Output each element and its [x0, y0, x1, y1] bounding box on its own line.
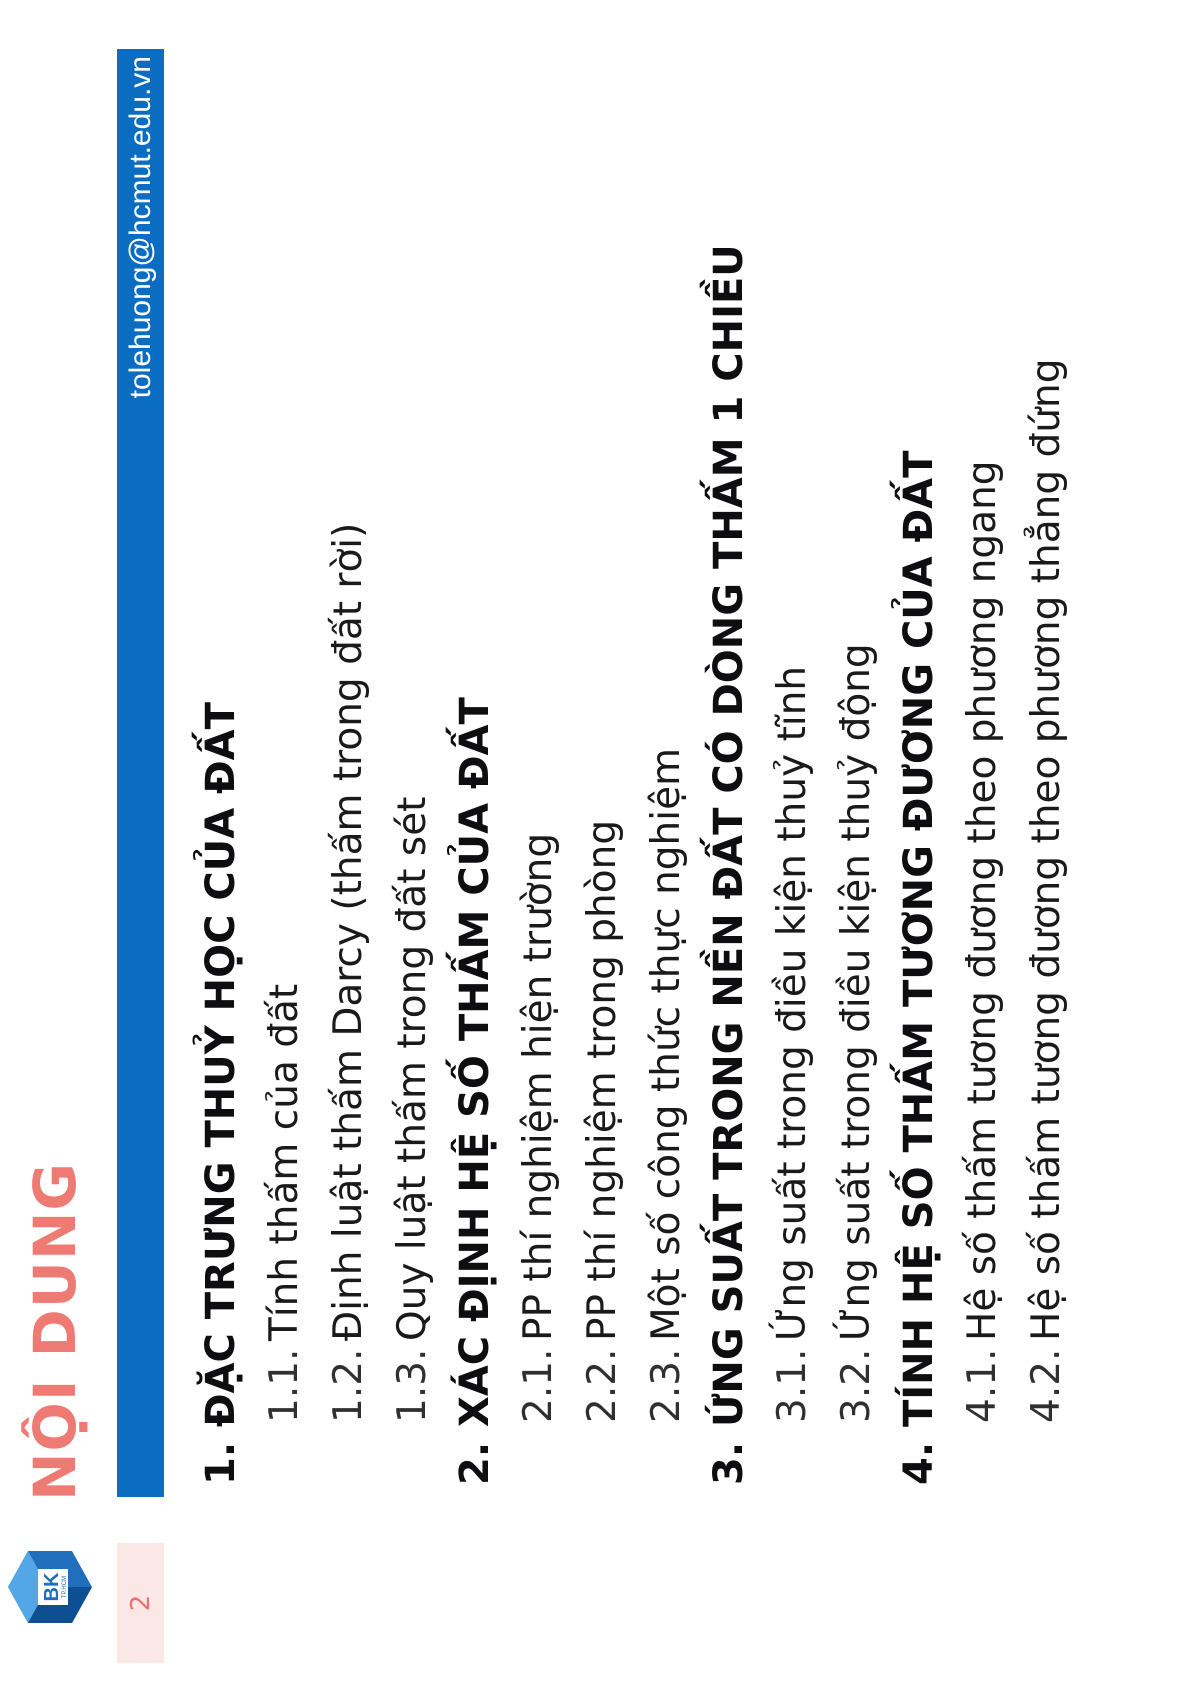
subsection-2-1 — [506, 45, 570, 1485]
subsection-number: 4.2. — [1023, 1348, 1069, 1423]
subsection-number: 2.3. — [643, 1348, 689, 1423]
subsection-title: Tính thấm của đất — [261, 983, 307, 1341]
author-email: tolehuong@hcmut.edu.vn — [124, 56, 157, 399]
subsection-number: 3.2. — [833, 1348, 879, 1423]
subsection-2-2 — [570, 45, 634, 1485]
subsection-title: Một số công thức thực nghiệm — [643, 747, 689, 1341]
section-1 — [190, 45, 252, 1485]
subsection-number: 2.2. — [579, 1348, 625, 1423]
section-number: 1. — [198, 1441, 244, 1485]
slide-title: NỘI DUNG — [21, 1161, 89, 1501]
section-2 — [444, 45, 506, 1485]
subsection-4-2 — [1014, 45, 1078, 1485]
subsection-2-3 — [634, 45, 698, 1485]
section-3 — [698, 45, 760, 1485]
subsection-title: Ứng suất trong điều kiện thuỷ tĩnh — [769, 665, 815, 1341]
subsection-1-2 — [316, 45, 380, 1485]
bk-logo — [0, 1537, 100, 1637]
subsection-title: Ứng suất trong điều kiện thuỷ động — [833, 643, 879, 1341]
section-title: TÍNH HỆ SỐ THẤM TƯƠNG ĐƯƠNG CỦA ĐẤT — [896, 450, 942, 1427]
subsection-title: Quy luật thấm trong đất sét — [389, 796, 435, 1341]
section-number: 3. — [706, 1441, 752, 1485]
subsection-4-1 — [950, 45, 1014, 1485]
subsection-title: Hệ số thấm tương đương theo phương ngang — [959, 460, 1005, 1341]
subsection-number: 1.2. — [325, 1348, 371, 1423]
subsection-title: Hệ số thấm tương đương theo phương thẳng đứng — [1023, 358, 1069, 1341]
subsection-number: 1.1. — [261, 1348, 307, 1423]
subsection-1-3 — [380, 45, 444, 1485]
page-number: 2 — [126, 1594, 156, 1612]
subsection-number: 4.1. — [959, 1348, 1005, 1423]
logo-text: BK — [41, 1572, 63, 1602]
subsection-title: PP thí nghiệm hiện trường — [515, 832, 561, 1341]
section-title: ĐẶC TRƯNG THUỶ HỌC CỦA ĐẤT — [198, 702, 244, 1427]
subsection-number: 1.3. — [389, 1348, 435, 1423]
logo-subtext: TP.HCM — [62, 1575, 68, 1599]
subsection-title: PP thí nghiệm trong phòng — [579, 819, 625, 1341]
subsection-1-1 — [252, 45, 316, 1485]
subsection-title: Định luật thấm Darcy (thấm trong đất rời) — [325, 522, 371, 1341]
subsection-number: 3.1. — [769, 1348, 815, 1423]
subsection-3-1 — [760, 45, 824, 1485]
section-title: XÁC ĐỊNH HỆ SỐ THẤM CỦA ĐẤT — [452, 697, 498, 1427]
section-number: 2. — [452, 1441, 498, 1485]
section-title: ỨNG SUẤT TRONG NỀN ĐẤT CÓ DÒNG THẤM 1 CHIỀU — [706, 244, 752, 1427]
section-number: 4. — [896, 1441, 942, 1485]
subsection-3-2 — [824, 45, 888, 1485]
subsection-number: 2.1. — [515, 1348, 561, 1423]
section-4 — [888, 45, 950, 1485]
table-of-contents — [190, 45, 1078, 1485]
